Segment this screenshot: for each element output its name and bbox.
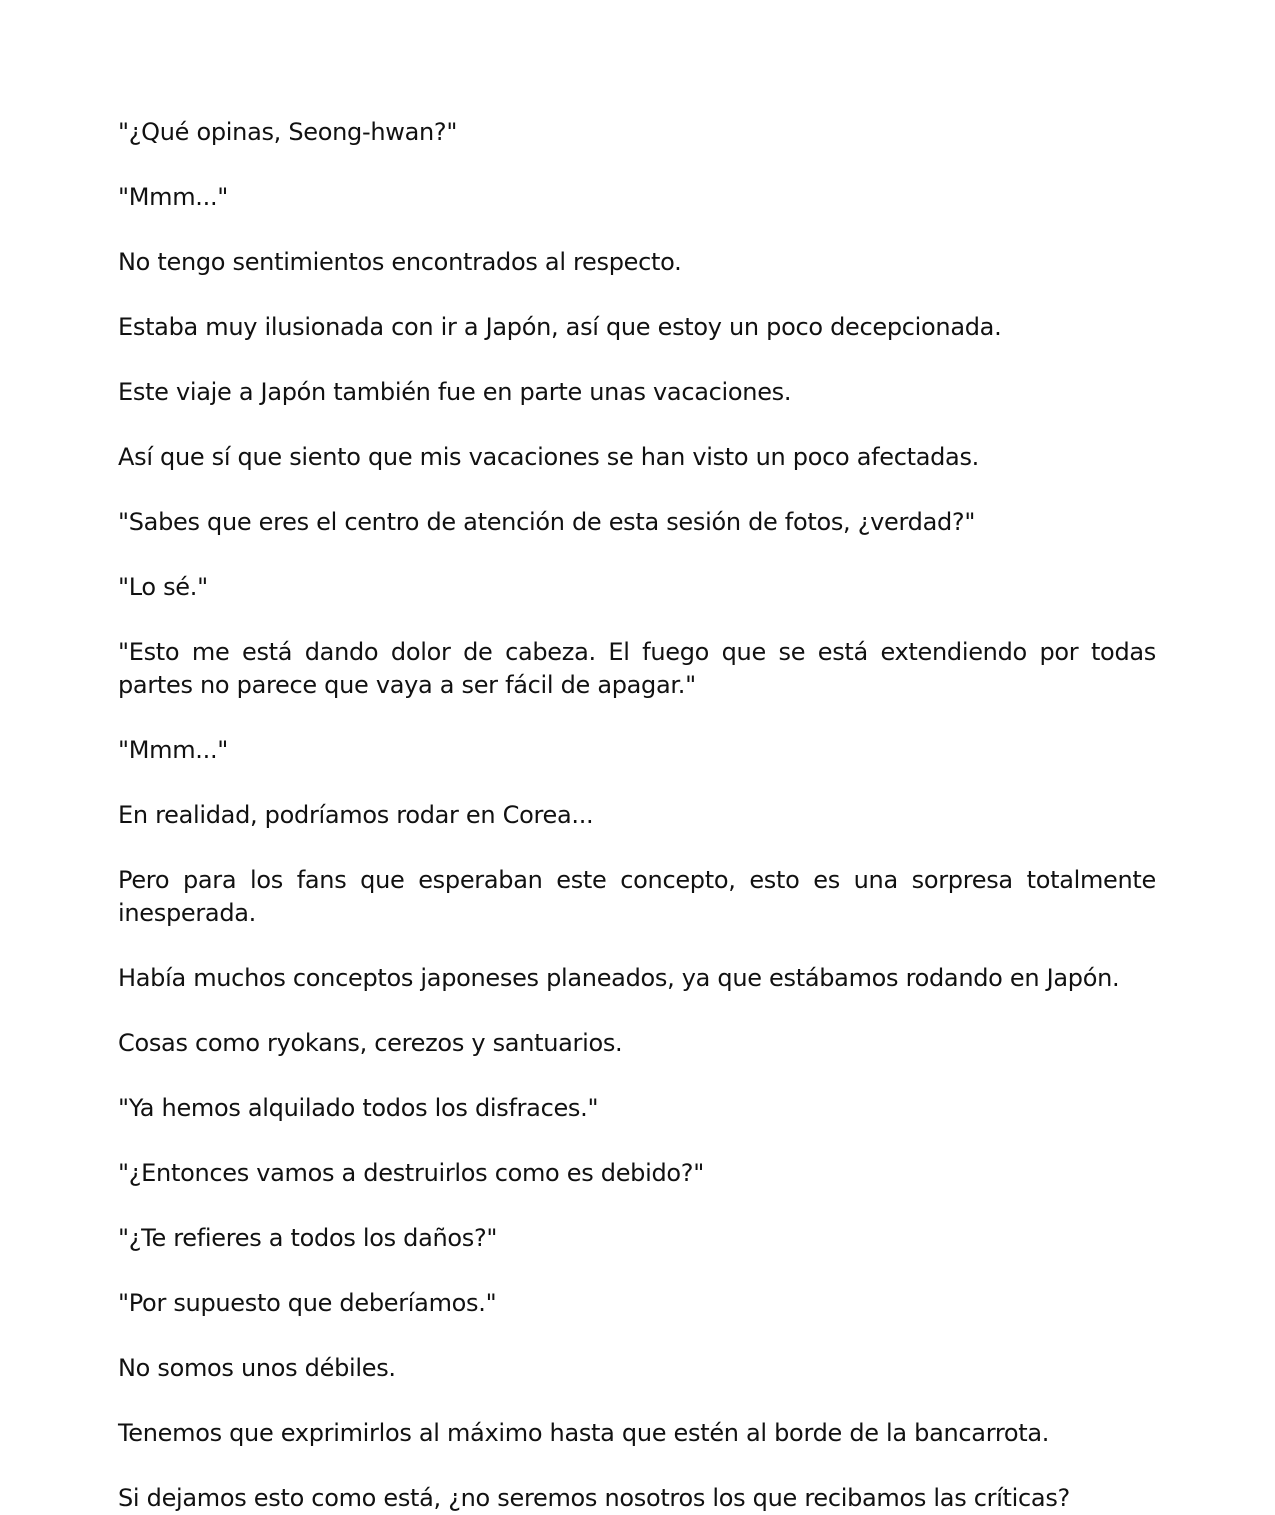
paragraph: "Mmm..." xyxy=(118,183,229,211)
paragraph: "¿Qué opinas, Seong-hwan?" xyxy=(118,118,458,146)
paragraph: "¿Te refieres a todos los daños?" xyxy=(118,1224,498,1252)
paragraph: "Ya hemos alquilado todos los disfraces." xyxy=(118,1094,599,1122)
paragraph: "Por supuesto que deberíamos." xyxy=(118,1289,497,1317)
paragraph: Había muchos conceptos japoneses planeados, ya que estábamos rodando en Japón. xyxy=(118,964,1120,992)
paragraph: Cosas como ryokans, cerezos y santuarios. xyxy=(118,1029,623,1057)
paragraph: "¿Entonces vamos a destruirlos como es debido?" xyxy=(118,1159,704,1187)
paragraph: Si dejamos esto como está, ¿no seremos nosotros los que recibamos las críticas? xyxy=(118,1484,1070,1512)
paragraph: No tengo sentimientos encontrados al respecto. xyxy=(118,248,682,276)
paragraph: Este viaje a Japón también fue en parte unas vacaciones. xyxy=(118,378,792,406)
paragraph: Pero para los fans que esperaban este concepto, esto es una sorpresa totalmente inesperada. xyxy=(118,866,1156,927)
paragraph: "Mmm..." xyxy=(118,736,229,764)
paragraph: En realidad, podríamos rodar en Corea... xyxy=(118,801,594,829)
paragraph: Tenemos que exprimirlos al máximo hasta que estén al borde de la bancarrota. xyxy=(118,1419,1050,1447)
document-body xyxy=(118,116,1156,1515)
paragraph: No somos unos débiles. xyxy=(118,1354,396,1382)
paragraph: Estaba muy ilusionada con ir a Japón, así que estoy un poco decepcionada. xyxy=(118,313,1002,341)
paragraph: Así que sí que siento que mis vacaciones se han visto un poco afectadas. xyxy=(118,443,979,471)
paragraph: "Lo sé." xyxy=(118,573,208,601)
paragraph: "Esto me está dando dolor de cabeza. El fuego que se está extendiendo por todas partes no parece que vaya a ser fácil de apagar." xyxy=(118,638,1156,699)
paragraph: "Sabes que eres el centro de atención de esta sesión de fotos, ¿verdad?" xyxy=(118,508,976,536)
